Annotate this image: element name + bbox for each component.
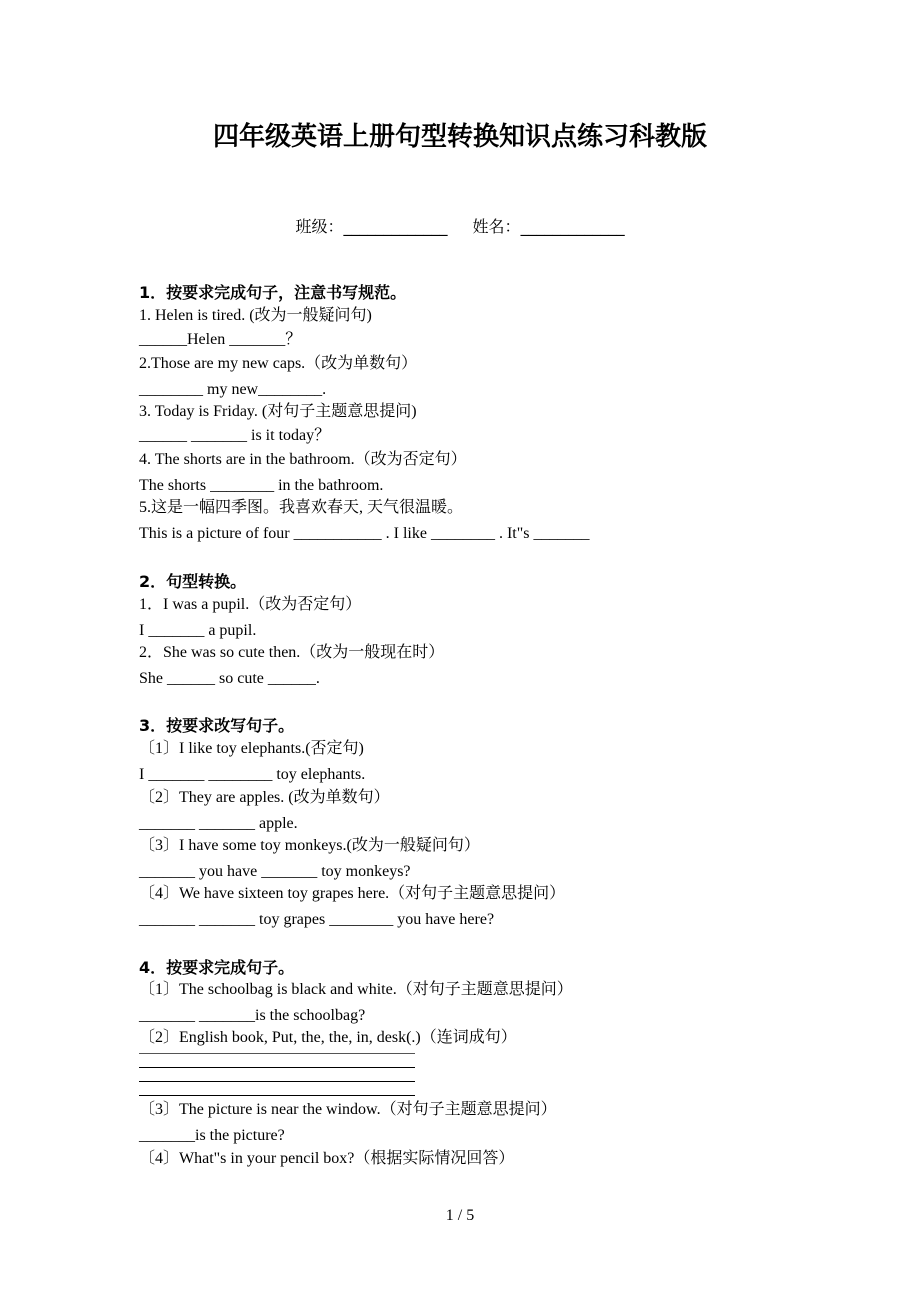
answer-line-2[interactable] — [139, 1067, 415, 1068]
name-field — [473, 217, 625, 236]
class-label: 班级： — [295, 217, 344, 236]
section-1-line-2: ______Helen _______？ — [139, 331, 302, 348]
section-2-line-4: She ______ so cute ______. — [139, 670, 320, 687]
section-1-line-1: 1. Helen is tired. (改为一般疑问句) — [139, 307, 372, 324]
section-4-line-5: _______is the picture? — [139, 1127, 285, 1144]
section-1-line-6: ______ _______ is it today？ — [139, 427, 331, 444]
section-1-heading: 1．按要求完成句子，注意书写规范。 — [139, 283, 407, 302]
page-number: 1 / 5 — [445, 1207, 475, 1224]
section-4-line-4: 〔3〕The picture is near the window.（对句子主题意思提问） — [139, 1101, 557, 1118]
name-label: 姓名： — [472, 217, 521, 236]
section-1-line-8: The shorts ________ in the bathroom. — [139, 477, 384, 494]
section-2-line-1: 1．I was a pupil.（改为否定句） — [139, 596, 362, 613]
section-1-line-5: 3. Today is Friday. (对句子主题意思提问) — [139, 403, 417, 420]
class-field — [295, 217, 447, 236]
answer-line-3[interactable] — [139, 1081, 415, 1082]
section-4-line-3: 〔2〕English book, Put, the, the, in, desk(.)（连词成句） — [139, 1029, 517, 1046]
section-2-line-3: 2．She was so cute then.（改为一般现在时） — [139, 644, 445, 661]
answer-line-4[interactable] — [139, 1095, 415, 1096]
section-3-line-4: _______ _______ apple. — [139, 815, 298, 832]
section-3-heading: 3．按要求改写句子。 — [139, 716, 295, 735]
section-3-line-6: _______ you have _______ toy monkeys? — [139, 863, 411, 880]
section-3-line-7: 〔4〕We have sixteen toy grapes here.（对句子主题意思提问） — [139, 885, 566, 902]
section-3-line-5: 〔3〕I have some toy monkeys.(改为一般疑问句） — [139, 837, 480, 854]
section-3-line-2: I _______ ________ toy elephants. — [139, 766, 366, 783]
section-4-line-6: 〔4〕What"s in your pencil box?（根据实际情况回答） — [139, 1150, 515, 1167]
section-3-line-8: _______ _______ toy grapes ________ you have here? — [139, 911, 495, 928]
section-3-line-1: 〔1〕I like toy elephants.(否定句) — [139, 740, 364, 757]
section-2-line-2: I _______ a pupil. — [139, 622, 257, 639]
answer-line-1[interactable] — [139, 1053, 415, 1054]
section-1-line-3: 2.Those are my new caps.（改为单数句） — [139, 355, 418, 372]
section-4-heading: 4．按要求完成句子。 — [139, 958, 295, 977]
name-blank[interactable]: _____________ — [520, 217, 625, 236]
student-info — [0, 214, 920, 237]
section-2-heading: 2．句型转换。 — [139, 572, 247, 591]
class-blank[interactable]: _____________ — [343, 217, 448, 236]
page-title: 四年级英语上册句型转换知识点练习科教版 — [212, 122, 707, 152]
section-4-line-2: _______ _______is the schoolbag? — [139, 1007, 366, 1024]
section-1-line-7: 4. The shorts are in the bathroom.（改为否定句） — [139, 451, 467, 468]
section-1-line-4: ________ my new________. — [139, 381, 327, 398]
section-1-line-10: This is a picture of four ___________ . I like ________ . It"s _______ — [139, 525, 590, 542]
section-4-line-1: 〔1〕The schoolbag is black and white.（对句子主题意思提问） — [139, 981, 573, 998]
section-1-line-9: 5.这是一幅四季图。我喜欢春天, 天气很温暖。 — [139, 499, 464, 516]
section-3-line-3: 〔2〕They are apples. (改为单数句） — [139, 789, 390, 806]
